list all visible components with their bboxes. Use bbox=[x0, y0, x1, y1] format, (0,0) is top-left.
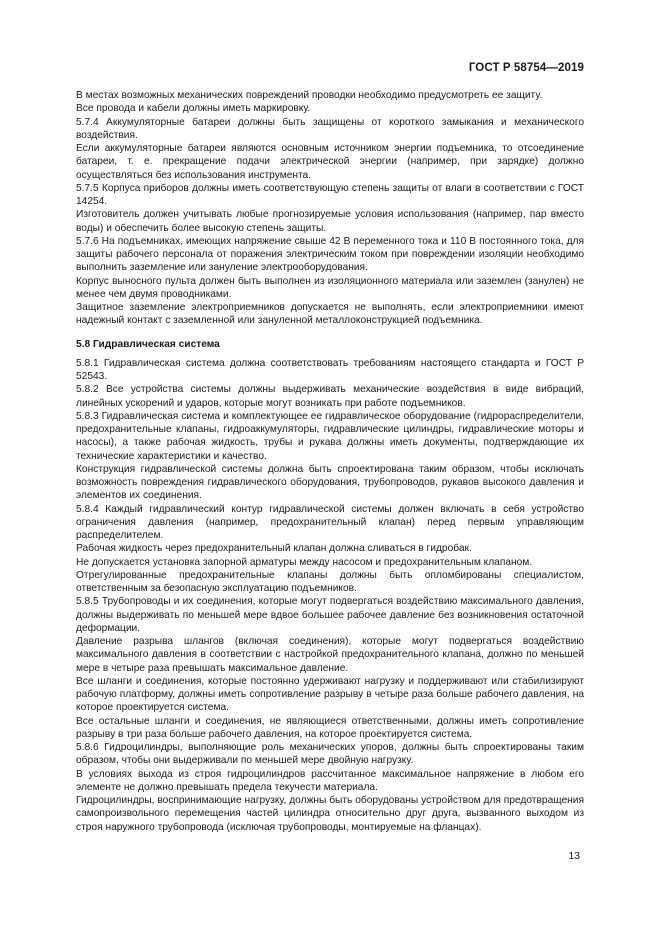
body-paragraph: 5.8.4 Каждый гидравлический контур гидравлической системы должен включать в себя устройство ограничения давления (например, предохранительный клапан) перед первым управляющим распределителем. bbox=[76, 503, 584, 541]
body-paragraph: Конструкция гидравлической системы должна быть спроектирована таким образом, чтобы исключать возможность повреждения гидравлического оборудования, трубопроводов, рукавов высокого давления и элементов их соединения. bbox=[76, 463, 584, 502]
body-paragraph: Корпус выносного пульта должен быть выполнен из изоляционного материала или заземлен (занулен) не менее чем двумя проводниками. bbox=[76, 275, 584, 300]
body-paragraph: Изготовитель должен учитывать любые прогнозируемые условия использования (например, пар вместо воды) и обеспечить более высокую степень защиты. bbox=[76, 209, 584, 234]
body-paragraph: Отрегулированные предохранительные клапаны должны быть опломбированы специалистом, ответственным за безопасную эксплуатацию подъемников. bbox=[76, 569, 584, 594]
body-paragraph: 5.8.2 Все устройства системы должны выдерживать механические воздействия в виде вибраций, линейных ускорений и ударов, которые могут возникать при работе подъемников. bbox=[76, 384, 584, 409]
body-paragraph: 5.7.6 На подъемниках, имеющих напряжение свыше 42 В переменного тока и 110 В постоянного тока, для защиты рабочего персонала от поражения электрическим током при повреждении изоляции необходимо выполнить заземление или зануление электрооборудования. bbox=[76, 235, 584, 274]
page-number: 13 bbox=[568, 850, 580, 862]
body-paragraph: 5.8.3 Гидравлическая система и комплектующее ее гидравлическое оборудование (гидрораспределители, предохранительные клапаны, гидроаккумуляторы, гидравлические цилиндры, гидравлические моторы и насосы), а также рабочая жидкость, трубы и рукава должны иметь документы, подтверждающие их технические характеристики и качество. bbox=[76, 410, 584, 462]
body-paragraph: Давление разрыва шлангов (включая соединения), которые могут подвергаться воздействию максимального давления в соответствии с настройкой предохранительного клапана, должно по меньшей мере в четыре раза превышать максимальное давление. bbox=[76, 636, 584, 674]
body-paragraph: Гидроцилиндры, воспринимающие нагрузку, должны быть оборудованы устройством для предотвращения самопроизвольного перемещения частей цилиндра относительно друг друга, вызванного выходом из строя наружного трубопровода (исключая трубопроводы, монтируемые на фланцах). bbox=[76, 795, 584, 833]
document-body bbox=[76, 89, 584, 834]
document-id-header: ГОСТ Р 58754—2019 bbox=[468, 62, 584, 74]
body-paragraph: Все шланги и соединения, которые постоянно удерживают нагрузку и поддерживают или стабилизируют рабочую платформу, должны иметь сопротивление разрыву в четыре раза больше рабочего давления, на которое проектируется система. bbox=[76, 675, 584, 714]
body-paragraph: Все остальные шланги и соединения, не являющиеся ответственными, должны иметь сопротивление разрыву в три раза больше рабочего давления, на которое проектируется система. bbox=[76, 715, 584, 740]
body-paragraph: Не допускается установка запорной арматуры между насосом и предохранительным клапаном. bbox=[76, 556, 533, 568]
body-paragraph: Если аккумуляторные батареи являются основным источником энергии подъемника, то отсоединение батареи, т. е. прекращение подачи электрической энергии (например, при зарядке) должно осуществляться без использования инструмента. bbox=[76, 143, 584, 181]
body-paragraph: В местах возможных механических повреждений проводки необходимо предусмотреть ее защиту. bbox=[76, 90, 543, 101]
body-paragraph: Защитное заземление электроприемников допускается не выполнять, если электроприемники имеют надежный контакт с заземленной или зануленной металлоконструкцией подъемника. bbox=[76, 302, 584, 327]
body-paragraph: 5.7.4 Аккумуляторные батареи должны быть защищены от короткого замыкания и механического воздействия. bbox=[76, 116, 584, 141]
body-paragraph: 5.8.1 Гидравлическая система должна соответствовать требованиям настоящего стандарта и ГОСТ Р 52543. bbox=[76, 357, 584, 382]
body-paragraph: 5.7.5 Корпуса приборов должны иметь соответствующую степень защиты от влаги в соответствии с ГОСТ 14254. bbox=[76, 182, 584, 207]
section-heading: 5.8 Гидравлическая система bbox=[76, 338, 220, 350]
body-paragraph: Все провода и кабели должны иметь маркировку. bbox=[76, 103, 311, 115]
body-paragraph: 5.8.6 Гидроцилиндры, выполняющие роль механических упоров, должны быть спроектированы таким образом, чтобы они выдерживали по меньшей мере двойную нагрузку. bbox=[76, 742, 584, 767]
body-paragraph: Рабочая жидкость через предохранительный клапан должна сливаться в гидробак. bbox=[76, 543, 472, 555]
body-paragraph: 5.8.5 Трубопроводы и их соединения, которые могут подвергаться воздействию максимального давления, должны выдерживать по меньшей мере вдвое большее рабочее давление без возникновения остаточной деформации. bbox=[76, 596, 584, 634]
body-paragraph: В условиях выхода из строя гидроцилиндров рассчитанное максимальное напряжение в любом его элементе не должно превышать предела текучести материала. bbox=[76, 768, 584, 793]
